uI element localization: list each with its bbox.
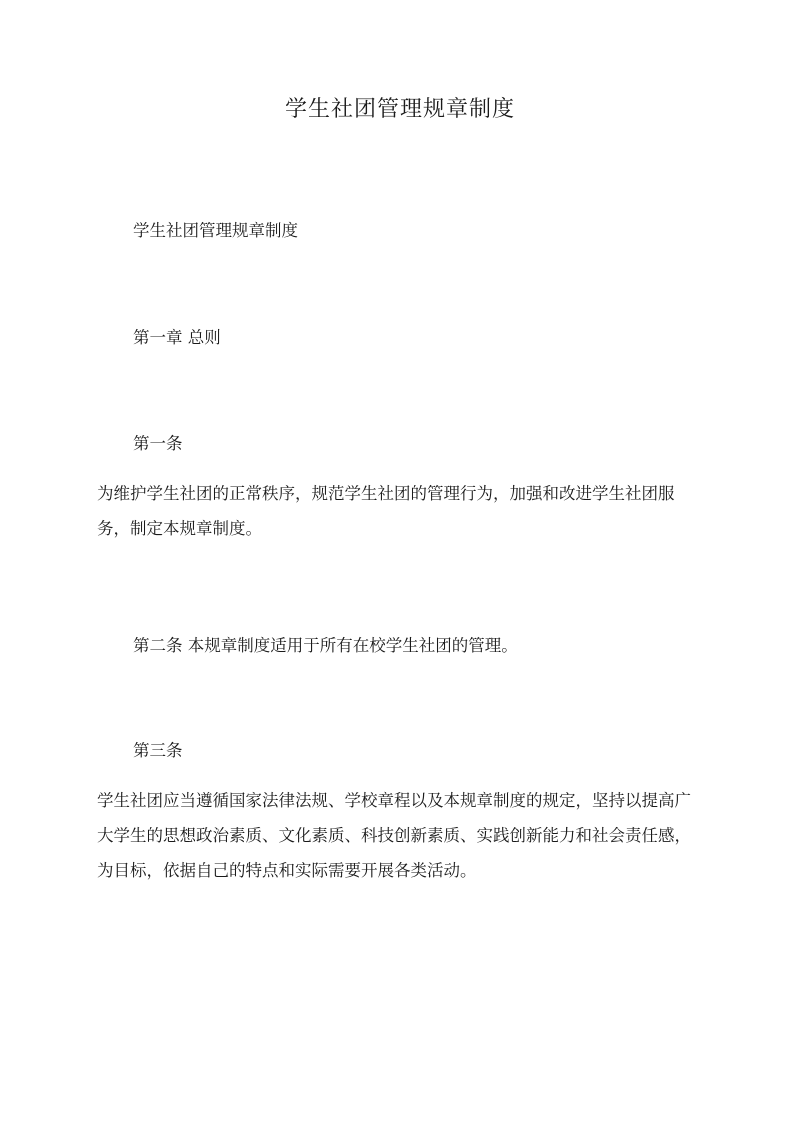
chapter-heading: 第一章 总则 [133,328,221,347]
document-subtitle: 学生社团管理规章制度 [133,221,298,240]
article-2: 第二条 本规章制度适用于所有在校学生社团的管理。 [133,636,518,655]
document-title: 学生社团管理规章制度 [284,97,515,122]
article-1-body: 为维护学生社团的正常秩序，规范学生社团的管理行为，加强和改进学生社团服务，制定本规章制度。 [97,484,675,538]
article-3-heading: 第三条 [133,741,183,760]
article-3-body: 学生社团应当遵循国家法律法规、学校章程以及本规章制度的规定，坚持以提高广大学生的思想政治素质、文化素质、科技创新素质、实践创新能力和社会责任感，为目标，依据自己的特点和实际需要开展各类活动。 [97,791,691,880]
article-1-heading: 第一条 [133,434,183,453]
